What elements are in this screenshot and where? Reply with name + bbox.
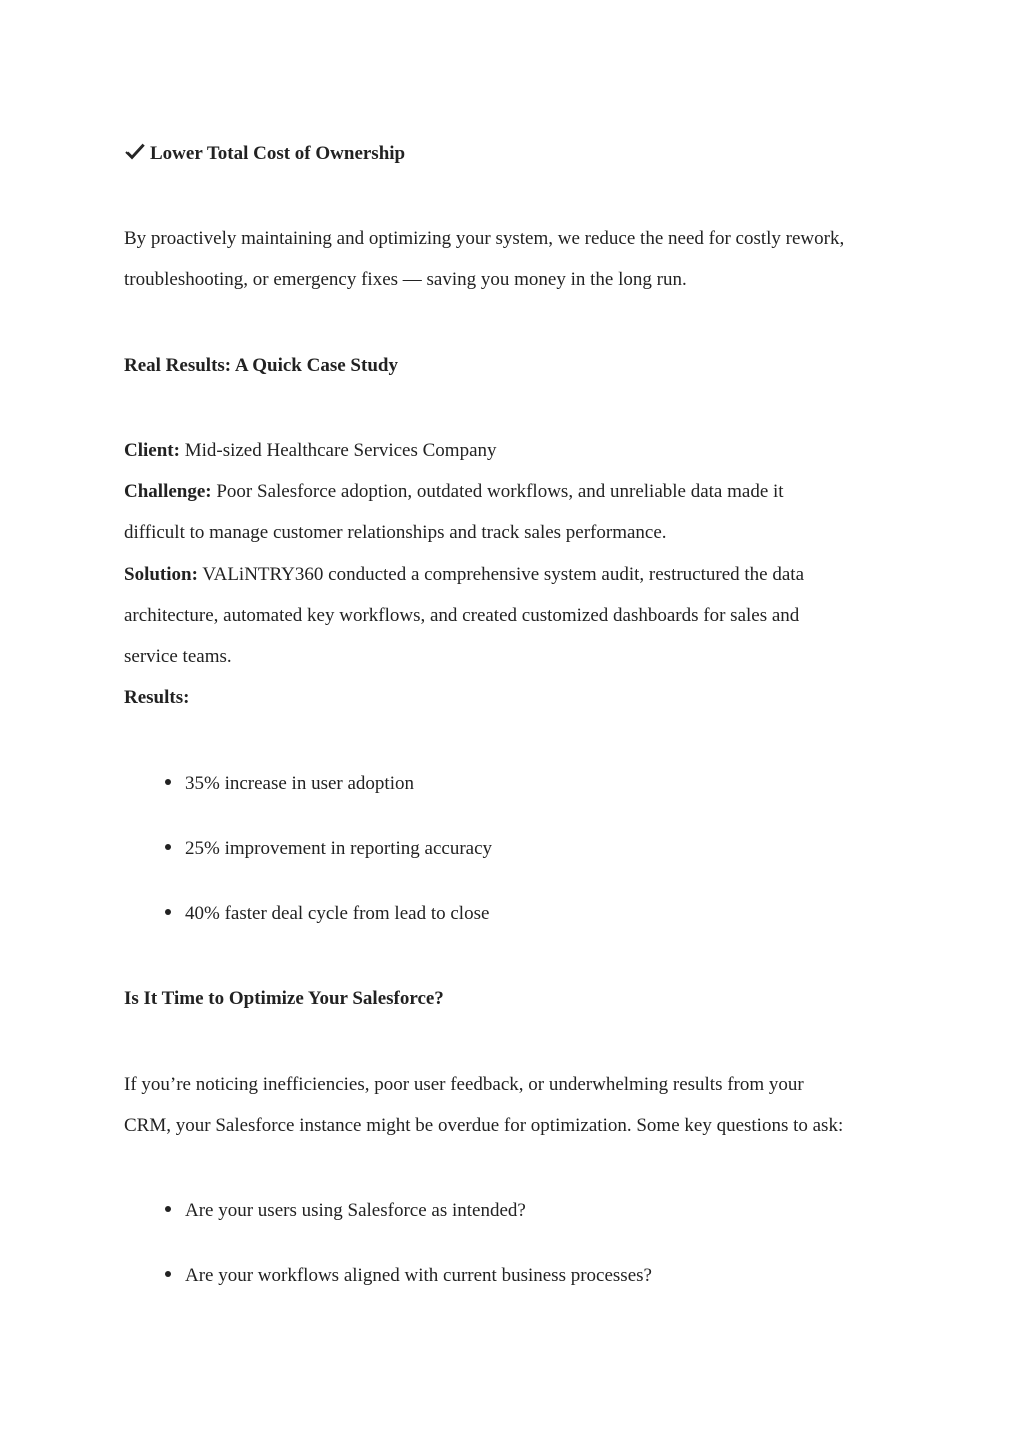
result-item-2: 25% improvement in reporting accuracy [185, 838, 493, 859]
result-item-1: 35% increase in user adoption [185, 773, 414, 794]
checkmark-icon [124, 141, 146, 163]
optimize-paragraph-line-2: CRM, your Salesforce instance might be overdue for optimization. Some key questions to ask: [124, 1115, 844, 1136]
challenge-label: Challenge: [124, 481, 212, 502]
challenge-line-2: difficult to manage customer relationships and track sales performance. [124, 522, 667, 543]
client-line [124, 439, 497, 463]
bullet-icon [165, 779, 171, 785]
solution-line-2: architecture, automated key workflows, and created customized dashboards for sales and [124, 605, 800, 626]
case-study-heading: Real Results: A Quick Case Study [124, 355, 398, 376]
solution-line-3: service teams. [124, 646, 232, 667]
list-item [165, 772, 414, 796]
question-item-1: Are your users using Salesforce as intended? [185, 1200, 526, 1221]
bullet-icon [165, 909, 171, 915]
optimize-paragraph-line-1: If you’re noticing inefficiencies, poor user feedback, or underwhelming results from your [124, 1074, 804, 1095]
bullet-icon [165, 1206, 171, 1212]
tco-heading [124, 141, 405, 166]
question-item-2: Are your workflows aligned with current business processes? [185, 1265, 652, 1286]
challenge-line-1 [124, 480, 784, 504]
client-label: Client: [124, 440, 180, 461]
tco-paragraph-line-2: troubleshooting, or emergency fixes — saving you money in the long run. [124, 269, 687, 290]
result-item-3: 40% faster deal cycle from lead to close [185, 903, 490, 924]
list-item [165, 902, 489, 926]
bullet-icon [165, 844, 171, 850]
client-value: Mid-sized Healthcare Services Company [179, 440, 497, 461]
challenge-text-1: Poor Salesforce adoption, outdated workflows, and unreliable data made it [211, 481, 784, 502]
solution-label: Solution: [124, 564, 198, 585]
list-item [165, 1264, 652, 1288]
optimize-heading: Is It Time to Optimize Your Salesforce? [124, 988, 444, 1009]
tco-paragraph-line-1: By proactively maintaining and optimizing your system, we reduce the need for costly rework, [124, 228, 845, 249]
list-item [165, 837, 492, 861]
results-label: Results: [124, 687, 190, 708]
tco-heading-text: Lower Total Cost of Ownership [150, 143, 406, 164]
solution-line-1 [124, 563, 804, 587]
bullet-icon [165, 1271, 171, 1277]
solution-text-1: VALiNTRY360 conducted a comprehensive system audit, restructured the data [197, 564, 805, 585]
list-item [165, 1199, 526, 1223]
